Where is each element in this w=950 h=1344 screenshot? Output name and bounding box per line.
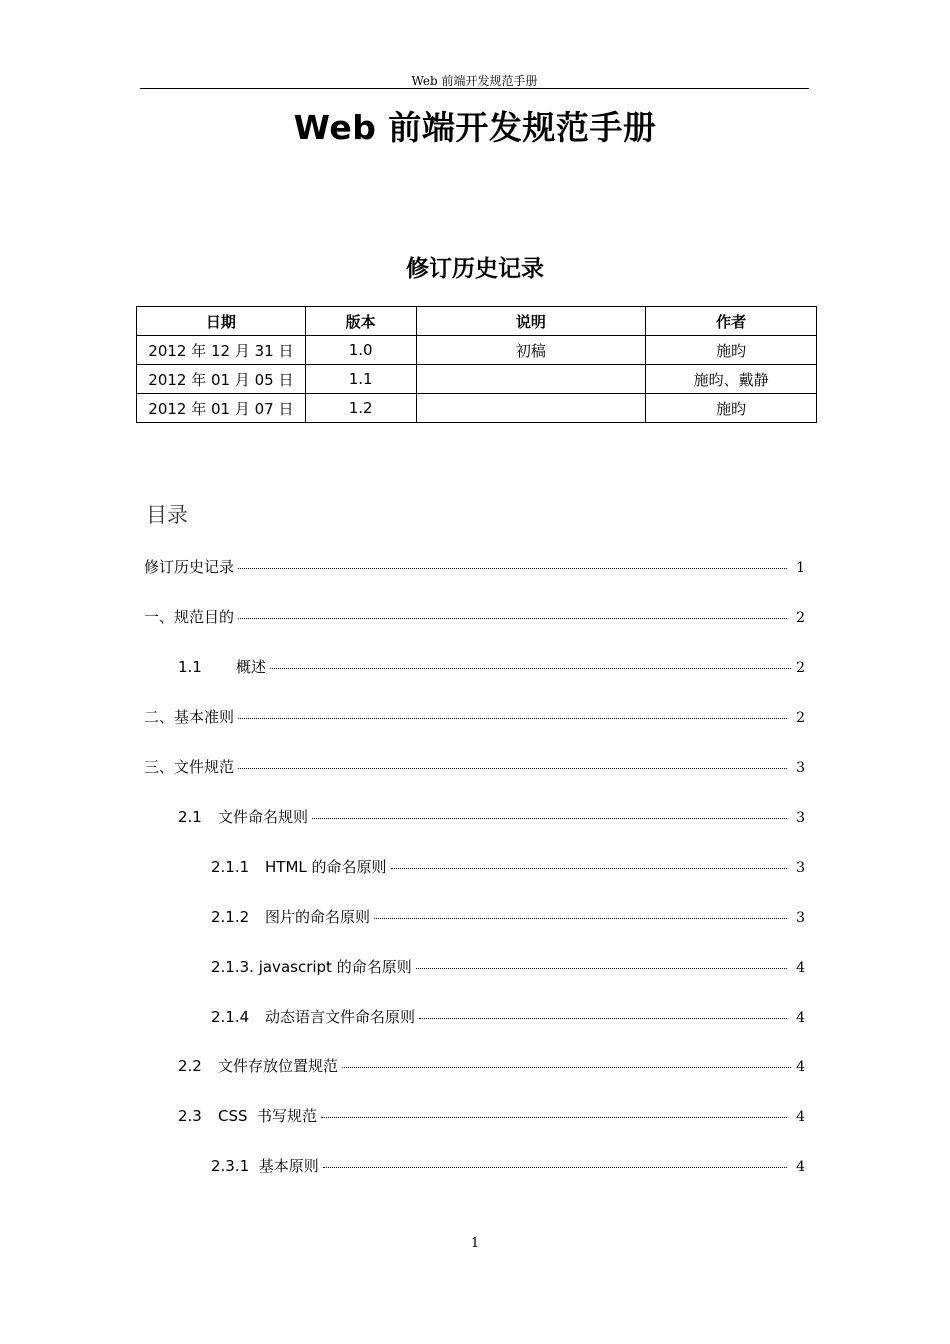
table-row (137, 336, 817, 365)
toc-leader-dots (342, 1067, 791, 1068)
toc-entry[interactable] (178, 1055, 805, 1076)
table-header-row (137, 307, 817, 336)
toc-leader-dots (238, 718, 787, 719)
toc-entry-number: 2.1.1 (211, 858, 250, 876)
toc-entry-label: 2.3.1 基本原则 (211, 1157, 319, 1175)
cell-date: 2012 年 01 月 05 日 (137, 365, 306, 394)
toc-entry-page: 4 (796, 1059, 805, 1075)
table-row (137, 365, 817, 394)
toc-leader-dots (238, 618, 787, 619)
toc-leader-dots (419, 1018, 787, 1019)
toc-leader-dots (323, 1167, 787, 1168)
column-header-author: 作者 (646, 307, 817, 336)
column-header-date: 日期 (137, 307, 306, 336)
toc-heading: 目录 (146, 503, 188, 527)
toc-entry[interactable] (178, 656, 805, 677)
toc-entry-number: 2.1.2 (211, 908, 250, 926)
column-header-version: 版本 (305, 307, 416, 336)
toc-entry-number: 1.1 (178, 658, 202, 676)
toc-entry-label: 三、文件规范 (144, 758, 235, 776)
toc-entry-label: 一、规范目的 (144, 608, 235, 626)
cell-version: 1.1 (305, 365, 416, 394)
cell-author: 施昀 (646, 394, 817, 423)
toc-entry-page: 1 (796, 560, 805, 576)
cell-version: 1.0 (305, 336, 416, 365)
header-rule (140, 88, 809, 89)
toc-leader-dots (312, 818, 787, 819)
toc-entry-label: CSS 书写规范 (218, 1107, 318, 1125)
table-row (137, 394, 817, 423)
toc-entry-number: 2.2 (178, 1057, 202, 1075)
toc-entry[interactable] (178, 1105, 805, 1126)
toc-entry-label: 修订历史记录 (144, 558, 235, 576)
toc-entry-page: 3 (796, 860, 805, 876)
toc-entry-page: 3 (796, 760, 805, 776)
toc-leader-dots (321, 1117, 787, 1118)
toc-entry[interactable] (211, 856, 805, 877)
toc-entry-label: 动态语言文件命名原则 (265, 1008, 416, 1026)
toc-leader-dots (391, 868, 787, 869)
toc-entry-label: 2.1.3. javascript 的命名原则 (211, 958, 412, 976)
toc-entry[interactable] (211, 1006, 805, 1027)
page-number: 1 (470, 1236, 480, 1251)
toc-entry-page: 2 (796, 660, 805, 676)
toc-entry-number: 2.1 (178, 808, 202, 826)
toc-entry-label: 二、基本准则 (144, 708, 235, 726)
toc-entry-page: 4 (796, 1159, 805, 1175)
toc-entry-page: 4 (796, 1010, 805, 1026)
column-header-description: 说明 (416, 307, 646, 336)
toc-leader-dots (270, 668, 791, 669)
toc-leader-dots (238, 768, 787, 769)
toc-entry[interactable] (178, 806, 805, 827)
toc-entry[interactable] (144, 706, 805, 727)
toc-entry[interactable] (211, 1155, 805, 1176)
toc-entry-page: 2 (796, 610, 805, 626)
toc-entry-number: 2.3 (178, 1107, 202, 1125)
toc-entry[interactable] (144, 556, 805, 577)
toc-entry-label: 图片的命名原则 (265, 908, 371, 926)
toc-entry-number: 2.1.4 (211, 1008, 250, 1026)
toc-entry-page: 4 (796, 960, 805, 976)
toc-entry-label: 文件存放位置规范 (218, 1057, 339, 1075)
cell-description (416, 394, 646, 423)
toc-entry[interactable] (211, 956, 805, 977)
document-title: Web 前端开发规范手册 (293, 108, 657, 147)
toc-leader-dots (374, 918, 787, 919)
toc-entry-label: 文件命名规则 (218, 808, 309, 826)
toc-entry-page: 4 (796, 1109, 805, 1125)
cell-version: 1.2 (305, 394, 416, 423)
cell-date: 2012 年 12 月 31 日 (137, 336, 306, 365)
toc-entry[interactable] (144, 756, 805, 777)
cell-description: 初稿 (416, 336, 646, 365)
toc-entry-page: 3 (796, 810, 805, 826)
running-header: Web 前端开发规范手册 (411, 74, 538, 88)
toc-entry[interactable] (211, 906, 805, 927)
revision-history-title: 修订历史记录 (406, 256, 544, 282)
toc-leader-dots (416, 968, 787, 969)
cell-description (416, 365, 646, 394)
cell-author: 施昀、戴静 (646, 365, 817, 394)
revision-history-table (136, 306, 817, 423)
cell-author: 施昀 (646, 336, 817, 365)
toc-entry-page: 2 (796, 710, 805, 726)
toc-leader-dots (238, 568, 787, 569)
toc-entry-label: HTML 的命名原则 (265, 858, 387, 876)
toc-entry[interactable] (144, 606, 805, 627)
cell-date: 2012 年 01 月 07 日 (137, 394, 306, 423)
toc-entry-page: 3 (796, 910, 805, 926)
toc-entry-label: 概述 (236, 658, 267, 676)
